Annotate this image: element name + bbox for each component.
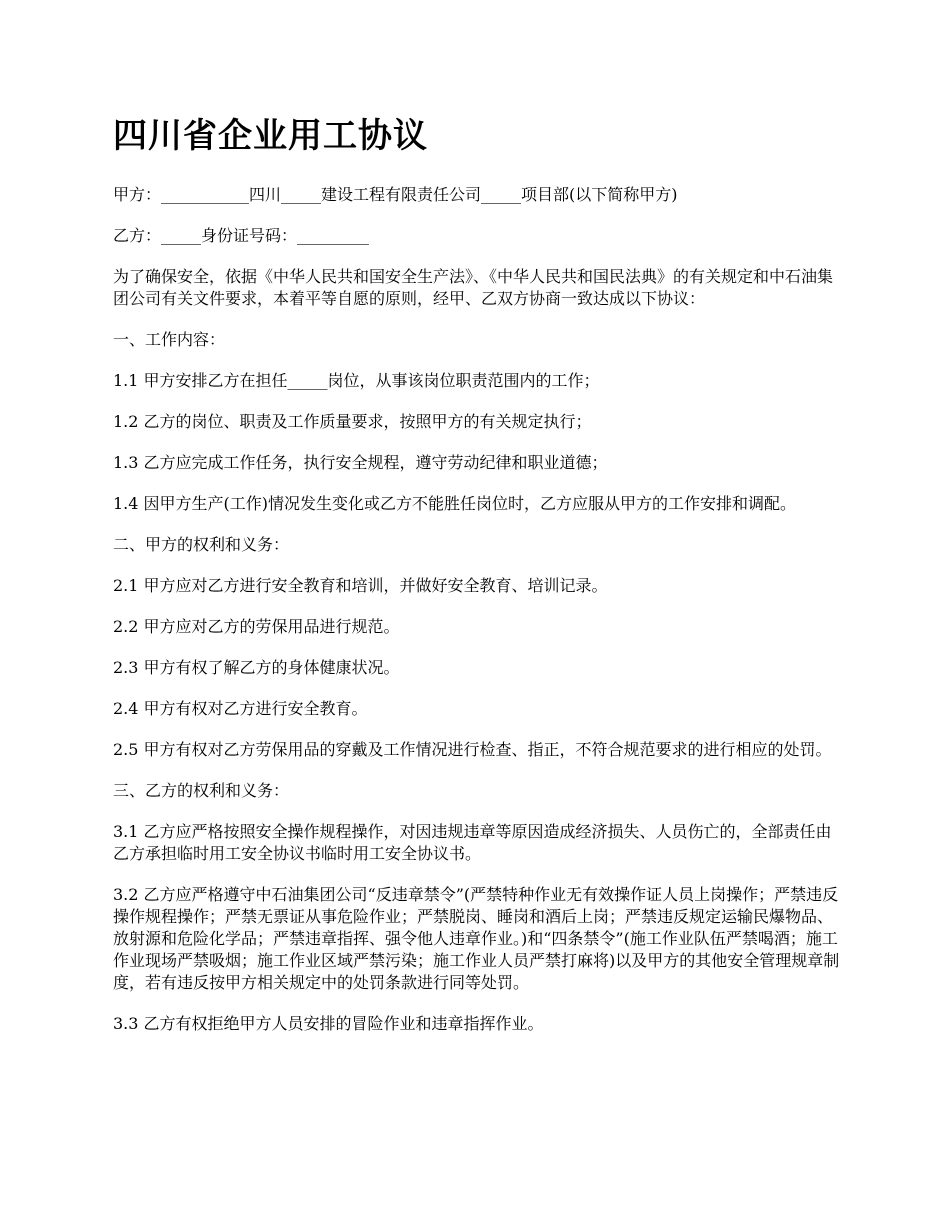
- clause-3-3: 3.3 乙方有权拒绝甲方人员安排的冒险作业和违章指挥作业。: [113, 1014, 544, 1033]
- clause-2-2: 2.2 甲方应对乙方的劳保用品进行规范。: [113, 617, 400, 636]
- section-heading-work-content: 一、工作内容：: [113, 330, 226, 349]
- section-heading-party-a-rights: 二、甲方的权利和义务：: [113, 535, 290, 554]
- document-page: [113, 110, 843, 1054]
- party-b-line: 乙方：_____身份证号码：_________: [113, 226, 370, 245]
- clause-1-2: 1.2 乙方的岗位、职责及工作质量要求，按照甲方的有关规定执行；: [113, 412, 592, 431]
- document-title: 四川省企业用工协议: [113, 116, 428, 156]
- clause-1-3: 1.3 乙方应完成工作任务，执行安全规程，遵守劳动纪律和职业道德；: [113, 453, 608, 472]
- preamble-paragraph: 为了确保安全，依据《中华人民共和国安全生产法》、《中华人民共和国民法典》的有关规定和中石油集团公司有关文件要求，本着平等自愿的原则，经甲、乙双方协商一致达成以下协议：: [113, 267, 834, 308]
- clause-3-1: 3.1 乙方应严格按照安全操作规程操作，对因违规违章等原因造成经济损失、人员伤亡的，全部责任由乙方承担临时用工安全协议书临时用工安全协议书。: [113, 822, 832, 863]
- clause-2-3: 2.3 甲方有权了解乙方的身体健康状况。: [113, 658, 400, 677]
- clause-2-5: 2.5 甲方有权对乙方劳保用品的穿戴及工作情况进行检查、指正，不符合规范要求的进行相应的处罚。: [113, 740, 832, 759]
- clause-3-2: 3.2 乙方应严格遵守中石油集团公司“反违章禁令”(严禁特种作业无有效操作证人员上岗操作；严禁违反操作规程操作；严禁无票证从事危险作业；严禁脱岗、睡岗和酒后上岗；严禁违反规定运输民爆物品、放射源和危险化学品；严禁违章指挥、强令他人违章作业。)和“四条禁令”(施工作业队伍严禁喝酒；施工作业现场严禁吸烟；施工作业区域严禁污染；施工作业人员严禁打麻将)以及甲方的其他安全管理规章制度，若有违反按甲方相关规定中的处罚条款进行同等处罚。: [113, 885, 840, 992]
- party-a-line: 甲方：___________四川_____建设工程有限责任公司_____项目部(以下简称甲方): [113, 185, 678, 204]
- clause-1-1: 1.1 甲方安排乙方在担任_____岗位，从事该岗位职责范围内的工作；: [113, 371, 600, 390]
- section-heading-party-b-rights: 三、乙方的权利和义务：: [113, 781, 290, 800]
- clause-1-4: 1.4 因甲方生产(工作)情况发生变化或乙方不能胜任岗位时，乙方应服从甲方的工作安排和调配。: [113, 494, 797, 513]
- clause-2-1: 2.1 甲方应对乙方进行安全教育和培训，并做好安全教育、培训记录。: [113, 576, 608, 595]
- clause-2-4: 2.4 甲方有权对乙方进行安全教育。: [113, 699, 368, 718]
